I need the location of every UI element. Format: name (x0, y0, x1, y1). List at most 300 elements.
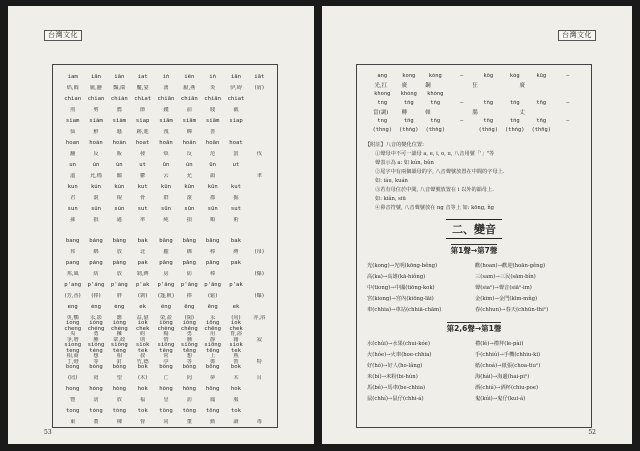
character-row (61, 148, 271, 159)
table-cell: 鮮 (93, 128, 99, 135)
table-cell: hòng (112, 385, 127, 392)
sandhi-row (367, 370, 583, 381)
table-cell: 允 (186, 172, 192, 179)
table-cell: bak (230, 237, 242, 244)
table-cell: tok (230, 407, 242, 414)
tone-sandhi-list-2 (367, 337, 583, 403)
table-cell: teng (65, 347, 80, 354)
table-cell: chiat (134, 95, 152, 102)
left-page (8, 6, 314, 444)
table-cell: 縛 (233, 248, 239, 255)
table-cell: 笛 (233, 358, 239, 365)
sandhi-row (367, 270, 583, 281)
table-cell: ióng (89, 319, 103, 326)
table-cell: 善 (210, 128, 216, 135)
table-cell: (曝) (254, 292, 264, 299)
table-cell: 罔 (93, 374, 99, 381)
table-cell: kûn (160, 183, 172, 190)
table-cell: 亭 (163, 358, 169, 365)
table-cell: tn̂g (483, 117, 494, 124)
table-cell: 亦,浴 (253, 314, 266, 321)
table-cell: 目 (256, 374, 262, 381)
table-cell: 賤 (210, 106, 216, 113)
table-cell: 掘 (233, 194, 239, 201)
table-cell: 放 (116, 270, 122, 277)
table-cell: 焰,閻 (66, 84, 79, 91)
table-cell: p'āng (204, 281, 222, 288)
table-cell: ún (185, 161, 193, 168)
subsection-title-1: 第1聲→第7聲 (450, 246, 498, 255)
table-cell: kūn (207, 183, 218, 190)
sandhi-row (367, 281, 583, 292)
table-cell: — (566, 117, 570, 124)
table-cell: 允,穩 (89, 172, 102, 179)
table-cell: tek (137, 347, 148, 354)
table-cell: 腫 (93, 336, 99, 343)
table-cell: 炎 (210, 84, 216, 91)
table-cell: 綁 (186, 248, 192, 255)
table-cell: iǹ (162, 73, 170, 80)
table-cell: 豐 (70, 396, 76, 403)
table-cell: chiân (157, 95, 175, 102)
romanization-row (61, 314, 271, 328)
table-cell: pǎng (182, 259, 197, 266)
table-cell: 鳳 (210, 396, 216, 403)
table-cell: 皇 (163, 396, 169, 403)
table-cell: 叔 (140, 352, 146, 359)
tone-table-continued (369, 71, 581, 134)
table-cell: chian (64, 95, 82, 102)
table-cell: (thng) (372, 126, 392, 133)
table-cell: 亡 (163, 374, 169, 381)
table-cell: siâm (205, 117, 220, 124)
table-cell: 服 (233, 396, 239, 403)
table-cell: 相 (116, 352, 122, 359)
table-cell: ūn (209, 161, 216, 168)
phonetic-table-frame (52, 64, 278, 428)
table-cell: cheng (64, 325, 82, 332)
table-cell: hóng (89, 385, 103, 392)
table-cell: tòng (112, 407, 127, 414)
table-cell: (帛) (254, 248, 264, 255)
table-cell: 反 (186, 150, 192, 157)
table-cell: iok (137, 319, 148, 326)
table-cell: (用) (231, 314, 241, 321)
sandhi-example: 歡(hoan)→歡迎(hoān-gêng) (475, 262, 546, 269)
table-cell: iân (90, 73, 102, 80)
table-cell: 廣 (519, 82, 525, 89)
table-cell: 等 (93, 358, 99, 365)
table-cell: khòng (427, 90, 444, 97)
table-cell: têng (159, 347, 173, 354)
table-cell: 厭,鹽 (89, 84, 102, 91)
table-cell: 勇 (186, 330, 192, 337)
table-cell: chěng (180, 325, 198, 332)
character-row (61, 268, 271, 279)
table-cell: siok (229, 341, 243, 348)
table-cell: hoān (205, 139, 220, 146)
table-cell: bang (65, 237, 80, 244)
table-cell: 翻 (70, 150, 76, 157)
table-cell: eng (67, 303, 78, 310)
table-cell: siap (229, 117, 243, 124)
table-cell: ùn (115, 161, 123, 168)
table-cell: 棒 (210, 270, 216, 277)
table-cell: 榮,盈 (159, 314, 172, 321)
table-cell: bông (159, 363, 173, 370)
table-cell: bǒng (182, 363, 197, 370)
table-cell: ut (139, 161, 147, 168)
table-cell: 伊,碍 (229, 84, 242, 91)
table-cell: iòng (112, 319, 127, 326)
table-cell: 龐 (163, 248, 169, 255)
sandhi-row (367, 392, 583, 403)
sandhi-example: 紙(choá)→紙張(choa-tiuⁿ) (475, 362, 541, 369)
sandhi-example: 好(hó)→好人(ho-lâng) (367, 362, 423, 369)
table-cell: bok (230, 363, 242, 370)
table-cell: 應 (116, 314, 122, 321)
sandhi-example: 春(chhun)→春天(chhūn-thiⁿ) (475, 306, 549, 313)
table-cell: 損 (186, 216, 192, 223)
table-cell: sǔn (184, 205, 195, 212)
character-row (61, 170, 271, 181)
table-cell: iân (230, 73, 242, 80)
table-cell: 棟 (116, 418, 122, 425)
table-cell: hoân (159, 139, 173, 146)
table-cell: 郡 (210, 194, 216, 201)
table-cell: — (566, 72, 570, 79)
table-cell: pang (65, 259, 80, 266)
romanization-row (61, 235, 271, 246)
table-cell: siam (65, 117, 80, 124)
table-cell: (爆) (254, 270, 264, 277)
table-cell: tóng (89, 407, 103, 414)
sandhi-example: 鬼(kúi)→鬼仔(kui-á) (475, 395, 526, 402)
sandhi-example: 馬(bé)→馬車(be-chhia) (367, 384, 426, 391)
table-cell: hoat (229, 139, 243, 146)
table-cell: iok (230, 319, 242, 326)
table-cell: tn̄g (536, 99, 547, 106)
table-cell: tn̄g (536, 117, 547, 124)
table-cell: 韻 (210, 172, 216, 179)
table-cell: 上 (210, 352, 216, 359)
table-cell: 紡 (93, 270, 99, 277)
table-cell: ek (139, 303, 147, 310)
table-cell: ûn (162, 161, 170, 168)
table-cell: 剝,縛 (136, 270, 149, 277)
notes-block (365, 141, 585, 213)
table-cell: 純 (163, 216, 169, 223)
table-cell: 竹,德 (136, 358, 149, 365)
table-cell: 丈 (519, 109, 525, 116)
character-row (61, 394, 271, 405)
table-cell: un (69, 161, 77, 168)
table-cell: kǔn (184, 183, 195, 190)
table-cell: sūn (207, 205, 218, 212)
table-cell: (芳,香) (64, 292, 81, 299)
table-cell: 擁 (116, 330, 122, 337)
running-header: 台灣文化 (558, 30, 596, 41)
table-cell: 紡 (186, 270, 192, 277)
sandhi-example: 鼠(chhí)→鼠仔(chhi-á) (367, 395, 424, 402)
romanization-row (61, 203, 271, 214)
romanization-row (61, 115, 271, 126)
table-cell: 罰 (233, 150, 239, 157)
table-cell: pak (230, 259, 242, 266)
romanization-row (61, 257, 271, 268)
table-cell: kóg (509, 72, 520, 79)
table-cell: 腫 (186, 336, 192, 343)
table-cell: 邦 (70, 248, 76, 255)
table-cell: siàm (112, 117, 127, 124)
table-cell: siōng (204, 341, 222, 348)
table-cell: 董 (93, 418, 99, 425)
table-cell: 央 (70, 330, 76, 337)
character-row (61, 126, 271, 137)
table-cell: 滾 (93, 194, 99, 201)
table-cell: 訪 (186, 396, 192, 403)
table-cell: 動 (210, 418, 216, 425)
table-cell: sióng (87, 341, 105, 348)
table-cell: 廣 (401, 82, 408, 89)
table-cell: kôg (483, 72, 494, 79)
table-cell: 醞 (116, 172, 122, 179)
note-line: ①聲母中不可一韻母 a, e, i, o, u, 八音用號「'」"等 (375, 151, 495, 157)
sandhi-example: 火(hóe)→火車(hoe-chhia) (367, 351, 432, 358)
table-cell: tǹg (430, 117, 441, 124)
table-cell: hoàn (112, 139, 127, 146)
table-cell: — (460, 117, 464, 124)
table-cell: 狂 (472, 82, 478, 89)
table-cell: 胖 (116, 292, 122, 299)
table-cell: ek (232, 303, 240, 310)
table-cell: khong (374, 90, 391, 97)
table-cell: 錢 (163, 106, 169, 113)
character-row (61, 104, 271, 115)
table-cell: hong (65, 385, 80, 392)
note-line: 如: iáu, kuán (375, 178, 408, 184)
table-cell: (thǹg) (425, 126, 445, 133)
note-line: ④鼻音符號, 八音聲號放在 ng 音等上 如: kōng, n̂g (375, 205, 495, 211)
table-cell: 光,扛 (374, 82, 388, 89)
note-line: ②尾字中有兩個韻母的字, 八音聲號放置在中間的字母上. (375, 169, 505, 175)
table-cell: 順 (210, 216, 216, 223)
table-cell: ang (377, 72, 388, 79)
table-cell: tông (159, 407, 173, 414)
table-cell: (剝) (138, 292, 148, 299)
table-cell: tok (137, 407, 148, 414)
table-cell: — (566, 99, 570, 106)
table-cell: 用 (210, 330, 216, 337)
table-cell: 木 (233, 374, 239, 381)
table-cell: 熟 (233, 352, 239, 359)
table-cell: 伐 (256, 150, 262, 157)
table-cell: hoán (89, 139, 103, 146)
table-cell: chek (229, 325, 243, 332)
table-cell: 鬱 (140, 172, 146, 179)
sandhi-example: 中(tiong)→中國(tiōng-kok) (367, 284, 435, 291)
romanization-row (61, 383, 271, 394)
table-cell: iên (184, 73, 195, 80)
table-cell: (篷,帆) (157, 292, 175, 299)
sandhi-example: 三(sam)→三民(sām-bîn) (475, 273, 536, 280)
table-cell: 常 (163, 352, 169, 359)
table-cell: tek (230, 347, 242, 354)
table-cell: siok (135, 341, 150, 348)
table-cell: iǹ (209, 73, 216, 80)
romanization-row (61, 181, 271, 192)
sandhi-example: 水(chúi)→水果(chui-kóe) (367, 340, 430, 347)
table-cell: ut (232, 161, 240, 168)
romanization-row (61, 301, 271, 312)
character-row (369, 80, 581, 89)
table-cell: 魘,宴 (136, 84, 149, 91)
table-cell: hoǎn (182, 139, 197, 146)
table-cell: 董 (186, 418, 192, 425)
table-cell: p'ǎng (180, 281, 198, 288)
sandhi-row (367, 359, 583, 370)
table-cell: bǎng (182, 237, 197, 244)
table-cell: siông (157, 341, 175, 348)
table-cell: kūg (536, 72, 547, 79)
table-cell: tńg (509, 117, 520, 124)
table-cell: 情 (163, 336, 169, 343)
table-cell: siám (89, 117, 103, 124)
table-cell: èng (114, 303, 125, 310)
character-row (61, 214, 271, 225)
table-cell: 邦,風 (66, 270, 79, 277)
table-cell: kùn (114, 183, 125, 190)
sandhi-example: 宮(kiong)→宮內(kiōng-lāi) (367, 295, 434, 302)
table-cell: kong (402, 72, 416, 79)
table-cell: sut (137, 205, 148, 212)
table-cell: 范 (210, 150, 216, 157)
sandhi-example: 禮(lé)→禮拜(le-pài) (475, 340, 524, 347)
table-cell: 發 (140, 150, 146, 157)
table-cell: 率 (140, 216, 146, 223)
table-cell: p'âng (157, 281, 175, 288)
table-cell: (thn̂g) (478, 126, 498, 133)
table-cell: siām (182, 117, 197, 124)
note-line: 【附註】八音的變化位置: (365, 142, 424, 148)
table-cell: 約 (140, 330, 146, 337)
note-line: 如: kiǎn, siū (375, 196, 406, 202)
table-cell: tǒng (182, 407, 197, 414)
table-cell: 相,商 (66, 352, 79, 359)
table-cell: 放 (116, 396, 122, 403)
table-cell: iong (65, 319, 80, 326)
table-cell: tōng (205, 407, 220, 414)
table-cell: 靜 (210, 336, 216, 343)
character-row (61, 290, 271, 301)
table-cell: 前 (186, 106, 192, 113)
sandhi-example: 聲(siaⁿ)→聲音(siāⁿ-im) (475, 284, 532, 291)
table-cell: 督 (140, 418, 146, 425)
table-cell: 薦 (116, 106, 122, 113)
table-cell: téng (89, 347, 103, 354)
table-cell: kún (90, 183, 102, 190)
romanization-row (61, 336, 271, 350)
table-cell: siap (135, 117, 150, 124)
table-cell: siǒng (180, 341, 198, 348)
table-cell: p'áng (87, 281, 105, 288)
table-cell: — (460, 99, 464, 106)
tone-table-1 (61, 71, 271, 225)
table-cell: 等 (186, 358, 192, 365)
character-row (61, 416, 271, 427)
table-cell: 想 (186, 352, 192, 359)
table-cell: 孫 (70, 216, 76, 223)
table-cell: 北 (140, 248, 146, 255)
table-cell: sûn (160, 205, 172, 212)
table-cell: 蟬 (186, 128, 192, 135)
table-cell: iông (159, 319, 173, 326)
table-cell: 育,浴 (229, 330, 242, 337)
sandhi-row (367, 259, 583, 270)
table-cell: 遜 (116, 216, 122, 223)
tone-table-3 (61, 314, 271, 427)
table-cell: éng (90, 303, 102, 310)
table-cell: p'ak (229, 281, 243, 288)
sandhi-example: 光(kong)→光明(kōng-bêng) (367, 262, 438, 269)
table-cell: 滾 (186, 194, 192, 201)
table-cell: chèng (110, 325, 128, 332)
table-cell: tǹg (430, 99, 441, 106)
table-cell: pāng (205, 259, 220, 266)
table-cell: p'àng (110, 281, 128, 288)
table-cell: bong (65, 363, 80, 370)
table-cell: (thn̄g) (531, 126, 551, 133)
table-cell: hoat (135, 139, 150, 146)
table-cell: chêng (157, 325, 175, 332)
table-cell: 英,鸚 (66, 314, 79, 321)
sandhi-example: 高(ka)→高雄(kā-hiông) (367, 273, 426, 280)
table-cell: sut (230, 205, 242, 212)
table-cell: 截 (233, 106, 239, 113)
romanization-row (369, 98, 581, 107)
table-cell: 捧 (186, 292, 192, 299)
table-cell: 望 (116, 374, 122, 381)
table-cell: 跡,進 (136, 128, 149, 135)
table-cell: 騷 (116, 128, 122, 135)
sandhi-row (367, 348, 583, 359)
table-cell: (木) (138, 374, 148, 381)
table-cell: 豔,燄 (113, 84, 126, 91)
character-row (61, 325, 271, 339)
romanization-row (61, 279, 271, 290)
table-cell: p'ang (64, 281, 82, 288)
table-cell: 同 (163, 418, 169, 425)
table-cell: 棒 (210, 248, 216, 255)
table-cell: êng (160, 303, 172, 310)
table-cell: chiàn (110, 95, 128, 102)
table-cell: 煎 (70, 106, 76, 113)
table-cell: 永 (210, 314, 216, 321)
table-cell: 溫 (70, 172, 76, 179)
table-cell: 籍 (233, 336, 239, 343)
sandhi-example: 金(kim)→金門(kīm-mn̂g) (475, 295, 538, 302)
table-cell: iǒng (182, 319, 197, 326)
table-cell: (鬆) (208, 292, 218, 299)
table-cell: chek (135, 325, 150, 332)
table-cell: (thńg) (399, 126, 419, 133)
sandhi-example: 車(chhia)→車站(chhiā-chām) (367, 306, 442, 313)
table-cell: 房 (163, 270, 169, 277)
table-cell: 丁,燈 (66, 358, 79, 365)
table-cell: 節 (140, 106, 146, 113)
page-number: 53 (44, 429, 52, 436)
table-cell: tńg (509, 99, 520, 106)
